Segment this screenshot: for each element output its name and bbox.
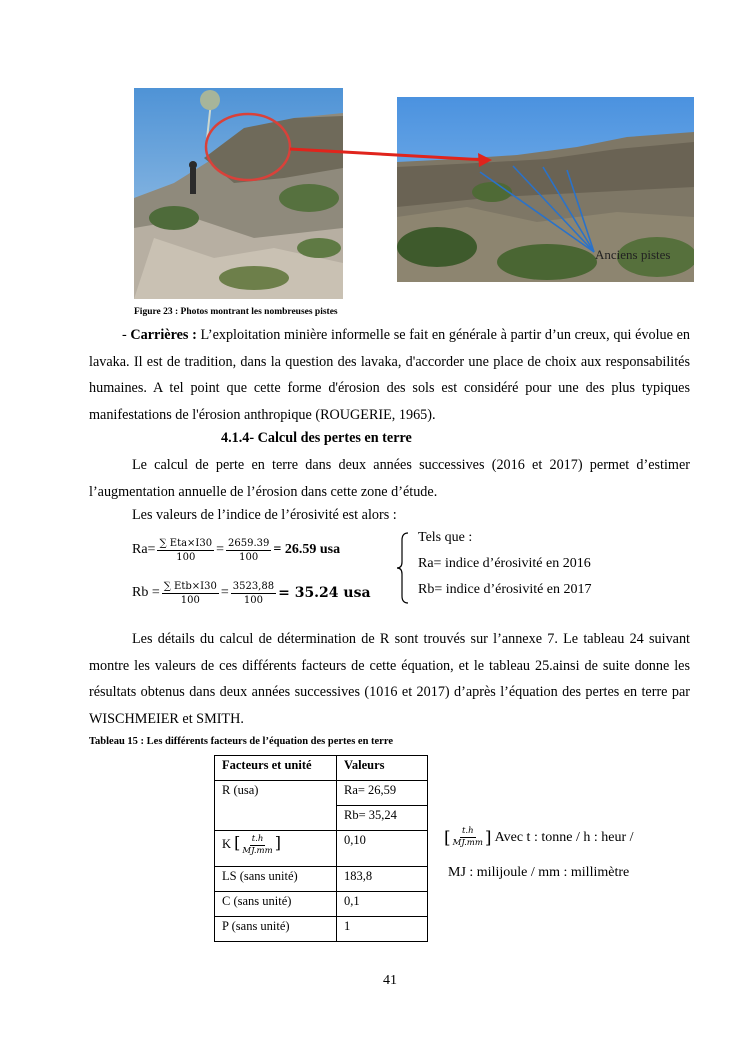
formula-rb	[132, 573, 371, 613]
intro-paragraph: Le calcul de perte en terre dans deux années successives (2016 et 2017) permet d’estimer l’augmentation annuelle de l’érosion dans cette zone d’étude.	[89, 457, 690, 500]
ra-equals: =	[216, 542, 225, 557]
c-value-cell: 0,1	[337, 892, 428, 917]
c-factor-cell: C (sans unité)	[215, 892, 337, 917]
rb-equals: =	[220, 585, 229, 600]
ra-den-2: 100	[239, 551, 259, 563]
r-factor-cell: R (usa)	[215, 781, 337, 831]
rb-lhs: Rb =	[132, 585, 160, 600]
ra-num-2: 2659.39	[228, 537, 270, 549]
ra-lhs: Ra=	[132, 542, 156, 557]
k-unit-close: ]	[274, 833, 281, 852]
k-unit-den: MJ.mm	[242, 845, 273, 856]
header-factor: Facteurs et unité	[215, 756, 337, 781]
k-unit-fraction	[242, 834, 272, 857]
table-row	[215, 781, 428, 806]
rb-result: = 35.24 usa	[278, 585, 371, 601]
values-intro: Les valeurs de l’indice de l’érosivité est alors :	[132, 507, 397, 523]
ra-num-1: ∑ Eta×I30	[159, 537, 213, 549]
ra-note: Ra= indice d’érosivité en 2016	[418, 556, 591, 571]
red-arrow	[290, 149, 486, 160]
unit-bracket-open: [	[444, 827, 451, 848]
p-factor-cell: P (sans unité)	[215, 917, 337, 942]
rb-den-2: 100	[243, 594, 263, 606]
header-value: Valeurs	[337, 756, 428, 781]
carrieres-text: L’exploitation minière informelle se fait en générale à partir d’un creux, qui évolue en lavaka. Il est de tradition, dans la question des lavaka, d'accorder une place de choix aux responsabilités humaines. A tel point que cette forme d'érosion des sols est considéré pour une des plus typiques manifestations de l'érosion anthropique (ROUGERIE, 1965).	[89, 327, 690, 423]
k-factor-cell	[215, 831, 337, 867]
blue-arrows	[480, 166, 594, 252]
table-header-row	[215, 756, 428, 781]
k-unit-num: t.h	[251, 833, 264, 844]
table-row	[215, 892, 428, 917]
details-paragraph: Les détails du calcul de détermination de R sont trouvés sur l’annexe 7. Le tableau 24 suivant montre les valeurs de ces différents facteurs de cette équation, et le tableau 25.ainsi de suite donne les résultats obtenus dans deux années successives (1016 et 2017) d’après l’équation des pertes en terre par WISCHMEIER et SMITH.	[89, 631, 690, 727]
ls-value-cell: 183,8	[337, 867, 428, 892]
unit-note-text1: Avec t : tonne / h : heur /	[494, 829, 634, 845]
table-row	[215, 917, 428, 942]
unit-note-line2: MJ : milijoule / mm : millimètre	[448, 865, 630, 880]
rb-den-1: 100	[180, 594, 200, 606]
ra-result: = 26.59 usa	[273, 542, 341, 557]
rb-value-cell: Rb= 35,24	[337, 806, 428, 831]
p-value-cell: 1	[337, 917, 428, 942]
unit-fraction	[453, 826, 483, 849]
curly-brace	[396, 532, 410, 604]
red-arrow-head	[478, 153, 492, 167]
page-number: 41	[383, 973, 397, 988]
carrieres-paragraph	[89, 322, 690, 428]
figure-caption: Figure 23 : Photos montrant les nombreuses pistes	[134, 307, 338, 317]
ra-fraction-2	[226, 537, 271, 564]
notes-title: Tels que :	[418, 530, 473, 545]
bullet-dash: -	[122, 327, 131, 343]
rb-num-1: ∑ Etb×I30	[163, 580, 217, 592]
k-unit: [	[234, 833, 241, 852]
table-caption: Tableau 15 : Les différents facteurs de l’équation des pertes en terre	[89, 736, 393, 747]
rb-fraction-2	[231, 580, 276, 607]
formula-ra	[132, 530, 340, 570]
unit-num: t.h	[461, 826, 474, 836]
unit-bracket-close: ]	[484, 827, 492, 848]
ls-factor-cell: LS (sans unité)	[215, 867, 337, 892]
unit-den: MJ.mm	[452, 838, 483, 848]
table-row	[215, 867, 428, 892]
old-tracks-label: Anciens pistes	[595, 247, 671, 262]
rb-num-2: 3523,88	[232, 580, 275, 592]
carrieres-label: Carrières :	[130, 327, 197, 343]
factors-table	[214, 755, 428, 942]
unit-note-line1	[444, 826, 634, 849]
figure-annotations	[0, 0, 745, 320]
table-row	[215, 831, 428, 867]
ra-den-1: 100	[176, 551, 196, 563]
k-value-cell: 0,10	[337, 831, 428, 867]
rb-fraction-1	[162, 580, 219, 607]
ra-value-cell: Ra= 26,59	[337, 781, 428, 806]
ra-fraction-1	[157, 537, 214, 564]
rb-note: Rb= indice d’érosivité en 2017	[418, 582, 592, 597]
k-label: K	[222, 837, 232, 851]
section-heading: 4.1.4- Calcul des pertes en terre	[221, 430, 412, 446]
highlight-circle	[206, 114, 290, 180]
